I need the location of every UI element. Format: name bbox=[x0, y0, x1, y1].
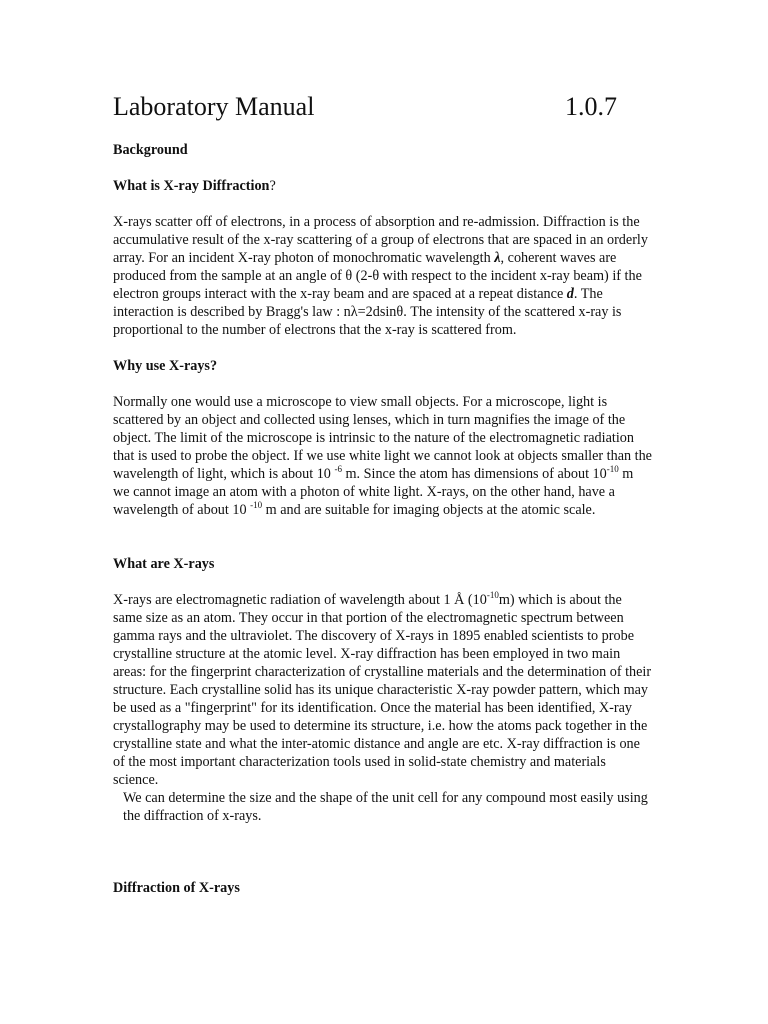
text-run: Normally one would use a microscope to view small objects. For a microscope, light is scattered by an object and collected using lenses, which in turn magnifies the image of the object. The limit of the microscope is intrinsic to the nature of the electromagnetic radiation that is used to probe the object. If we use white light we cannot look at objects smaller than the wavelength of light, which is about 10 bbox=[113, 394, 652, 482]
d-variable: d bbox=[566, 286, 574, 302]
exponent: -10 bbox=[606, 464, 619, 474]
section-heading-what-is-xrd bbox=[113, 177, 653, 195]
section-heading-why-use: Why use X-rays? bbox=[113, 358, 218, 374]
exponent: -6 bbox=[334, 464, 342, 474]
text-run: , coherent waves are produced from the sample at an angle of θ (2-θ with respect to the incident x-ray beam) if the electron groups interact with the x-ray beam and are spaced at a repeat distance bbox=[113, 250, 642, 302]
document-version: 1.0.7 bbox=[565, 92, 617, 121]
text-run: m) which is about the same size as an atom. They occur in that portion of the electromagnetic spectrum between gamma rays and the ultraviolet. The discovery of X-rays in 1895 enabled scientists to probe crystalline structure at the atomic level. X-ray diffraction has been employed in two main areas: for the fingerprint characterization of crystalline materials and the determination of their structure. Each crystalline solid has its unique characteristic X-ray powder pattern, which may be used as a "fingerprint" for its identification. Once the material has been identified, X-ray crystallography may be used to determine its structure, i.e. how the atoms pack together in the crystalline state and what the inter-atomic distance and angle are etc. X-ray diffraction is one of the most important characterization tools used in solid-state chemistry and materials science. bbox=[113, 592, 652, 788]
text-run: m. Since the atom has dimensions of about 10 bbox=[341, 466, 607, 482]
section-heading-what-are: What are X-rays bbox=[113, 556, 215, 572]
document-title: Laboratory Manual bbox=[113, 92, 315, 121]
page-header bbox=[113, 90, 617, 124]
exponent: -10 bbox=[250, 500, 263, 510]
section-heading-diffraction: Diffraction of X-rays bbox=[113, 880, 240, 896]
section-heading-background: Background bbox=[113, 142, 188, 158]
text-run: X-rays scatter off of electrons, in a process of absorption and re-admission. Diffraction is the accumulative result of the x-ray scattering of a group of electrons that are spaced in an orderly array. For an incident X-ray photon of monochromatic wavelength bbox=[113, 214, 648, 266]
document-body bbox=[113, 141, 653, 897]
heading-punct: ? bbox=[269, 178, 276, 194]
text-run: m we cannot image an atom with a photon of white light. X-rays, on the other hand, have a wavelength of about 10 bbox=[113, 466, 634, 518]
heading-text: What is X-ray Diffraction bbox=[113, 178, 270, 194]
paragraph-unit-cell: We can determine the size and the shape of the unit cell for any compound most easily using the diffraction of x-rays. bbox=[123, 790, 648, 824]
lambda-symbol: λ bbox=[494, 250, 501, 266]
paragraph-xrd-intro bbox=[113, 213, 653, 339]
text-run: . The interaction is described by Bragg's law : nλ=2dsinθ. The intensity of the scattered x-ray is proportional to the number of electrons that the x-ray is scattered from. bbox=[113, 286, 622, 338]
exponent: -10 bbox=[486, 590, 499, 600]
text-run: m and are suitable for imaging objects at the atomic scale. bbox=[262, 502, 596, 518]
paragraph-why-use bbox=[113, 393, 653, 519]
paragraph-what-are bbox=[113, 591, 653, 789]
text-run: X-rays are electromagnetic radiation of wavelength about 1 Å (10 bbox=[113, 592, 487, 608]
